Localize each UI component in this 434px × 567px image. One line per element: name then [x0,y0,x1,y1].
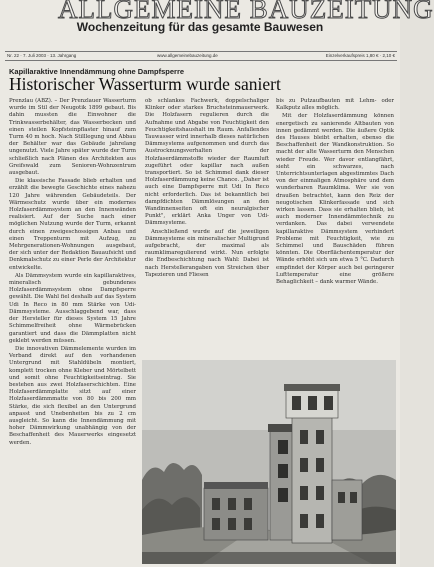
paragraph: Die klassische Fassade blieb erhalten und erzählt die bewegte Geschichte eines nahezu 120 Jahre währenden Gebäudeteils. Der Wärmeschutz wurde über ein modernes Holzfaserdämmsystem an den Innenwänden realisiert. Auf der Suche nach einer möglichen Nutzung wurde der Turm, erkannt durch einen zweigeschossigen Anbau und einen Treppenturm mit Aufzug, zu Mehrgenerationen-Wohnungen ausgebaut, der sich unter der Redaktion Bauaufsicht und Denkmalschutz zu einer Perle der Architektur entwickelte. [9,178,136,271]
issue-info-bar [5,51,397,61]
masthead [0,0,434,42]
paragraph: Anschließend wurde auf die jeweiligen Dämmsysteme ein mineralischer Multigrund aufgebracht, der maximal als raumklimaregulierend wirkt. Nun erfolgte die Endbeschichtung nach Wahl: Dabei ist nach Herstellerangaben von Streichen über Tapezieren und Fliesen [145,228,269,278]
paragraph: Die innovativen Dämmelemente wurden im Verband direkt auf den vorhandenen Untergrund mit Stahldübeln montiert, komplett trocken ohne Kleber und Mörtelbett und somit ohne Feuchtigkeitseintrag. Sie bestehen aus zwei Holzfaserschichten. Eine Holzfaserdämmplatte sitzt auf einer Holzfaserdämmmatte von 80 bis 200 mm Stärke, die sich flexibel an den Untergrund anpasst und Unebenheiten bis zu 2 cm ausgleicht. So kann die Innendämmung mit hoher Dämmwirkung unabhängig von der Beschaffenheit des Mauerwerks eingesetzt werden. [9,345,136,446]
paragraph: Prenzlau (ABZ). – Der Prenzlauer Wasserturm wurde im Stil der Neugotik 1899 gebaut. Bis dahin mussten die Einwohner die Trinkwasserbehälter, das Wasserbecken und einen steilen Kopfsteinpflaster hinauf zum Turm 40 m hoch. Nach Stilllegung und Abbau der Behälter war das Gebäude jahrelang ungenutzt. Viele Jahre später wurde der Turm schließlich nach Plänen des Architekten aus Greifswald zum Senioren-Wohnzentrum ausgebaut. [9,98,136,177]
paragraph: Als Dämmsystem wurde ein kapillaraktives, mineralisch gebundenes Holzfaserdämmsystem ohne Dampfsperre gewählt. Die Wahl fiel deshalb auf das System Udi In Reco in 80 mm Stärke von Udi-Dämmsysteme. Ausschlaggebend war, dass der Hersteller für dieses System 15 Jahre Schimmelfreiheit ohne Wärmebrücken garantiert und dass die Dämmplatten nicht geklebt werden müssen. [9,272,136,344]
article-column-1 [9,98,136,562]
paragraph: Mit der Holzfaserdämmung können energetisch zu sanierende Altbauten von innen gedämmt werden. Die äußere Optik des Hauses bleibt erhalten, ebenso die Beschaffenheit der Wandkonstruktion. So macht der alte Wasserturm den Menschen wieder Freude. Wer davor entlangfährt, sieht ein schwarzes, nach Unterrichtsunterlagen abgestimmtes Dach von der einmaligen Atmosphäre und dem wunderbaren Raumklima. Wer sie von draußen betrachtet, kann den Reiz der neugotischen Klinkerfassade und sich wirken lassen. Dass sie erhalten blieb, ist auch moderner Innendämmtechnik zu verdanken. Das dabei verwendete kapillaraktive Dämmsystem verhindert Probleme mit Feuchtigkeit, wie zu Schimmel und Bauschäden führen könnten. Die Oberflächentemperatur der Wände erhöht sich um etwa 5 °C. Dadurch empfindet der Körper auch bei geringerer Lufttemperatur eine größere Behaglichkeit – dank warmer Wände. [276,113,394,286]
paragraph: bis zu Putzaufbauten mit Lehm- oder Kalkputz alles möglich. [276,98,394,112]
masthead-subtitle: Wochenzeitung für das gesamte Bauwesen [76,20,324,34]
issue-info: Nr. 22 · 7. Juli 2003 · 13. Jahrgang [7,53,77,58]
masthead-title: ALLGEMEINE BAUZEITUNG [58,0,434,24]
water-tower-photo [142,360,396,564]
article-column-3 [276,98,394,356]
price-info: Einzelverkaufspreis 1,80 € · 2,10 € [325,53,395,58]
article-headline: Historischer Wasserturm wurde saniert [9,74,281,94]
article-column-2 [145,98,269,356]
website-link[interactable]: www.allgemeinebauzeitung.de [157,53,218,58]
article-kicker: Kapillaraktive Innendämmung ohne Dampfsperre [9,67,185,76]
paragraph: ob schlankes Fachwerk, doppelschaliger Klinker oder starkes Bruchsteinmauerwerk. Die Holzfasern regulieren durch die Aufnahme und Abgabe von Feuchtigkeit den Feuchtigkeitshaushalt im Raum. Anfallendes Tauwasser wird innerhalb dieses natürlichen Dämmsystems aufgenommen und durch das Austrocknungsverhalten der Holzfaserdämmstoffe wieder der Raumluft zugeführt oder kapillar nach außen transportiert. So ist Schimmel dank dieser Holzfaserdämmung keine Chance. „Daher ist auch eine Dampfsperre mit Udi In Reco nicht erforderlich. Das ist bekanntlich bei dampfdichten Dämmlösungen an den Wandinnenseiten oft ein neuralgischer Punkt", erklärt Anka Unger von Udi-Dämmsysteme. [145,98,269,227]
